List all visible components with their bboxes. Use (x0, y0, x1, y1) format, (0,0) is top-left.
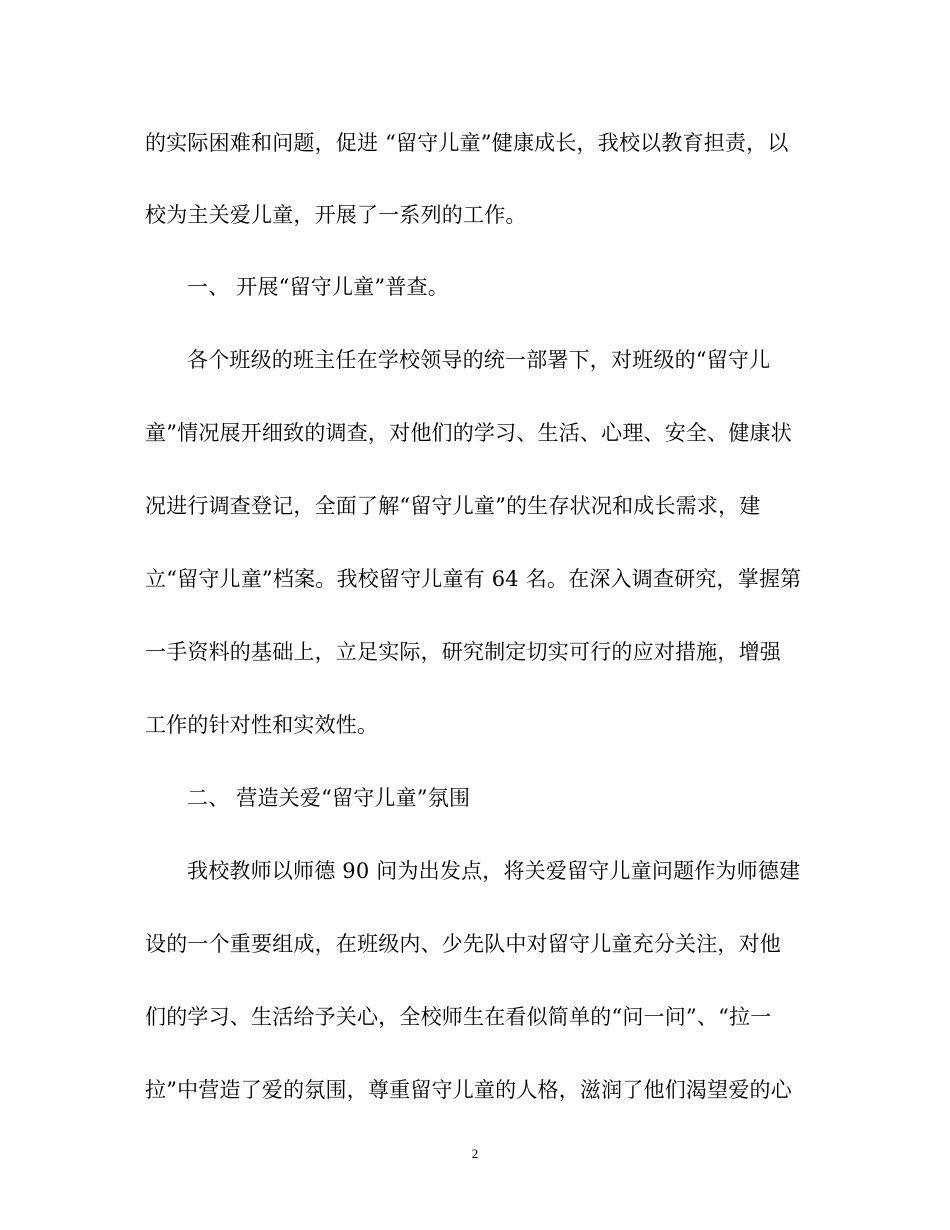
section-heading-1: 一、 开展“留守儿童”普查。 (187, 275, 449, 299)
text-line-7: 立“留守儿童”档案。我校留守儿童有 64 名。在深入调查研究，掌握第 (145, 567, 802, 591)
text-line-13: 们的学习、生活给予关心，全校师生在看似简单的“问一问”、“拉一 (145, 1005, 772, 1029)
text-line-9: 工作的针对性和实效性。 (145, 713, 379, 737)
text-line-11: 我校教师以师德 90 问为出发点，将关爱留守儿童问题作为师德建 (187, 859, 801, 883)
page-number: 2 (471, 1146, 479, 1161)
text-line-4: 各个班级的班主任在学校领导的统一部署下，对班级的“留守儿 (187, 348, 771, 372)
text-line-5: 童”情况展开细致的调查，对他们的学习、生活、心理、安全、健康状 (145, 421, 792, 445)
text-line-6: 况进行调查登记，全面了解“留守儿童”的生存状况和成长需求，建 (145, 494, 761, 518)
text-line-12: 设的一个重要组成，在班级内、少先队中对留守儿童充分关注，对他 (145, 932, 781, 956)
text-line-2: 校为主关爱儿童，开展了一系列的工作。 (145, 203, 527, 227)
section-heading-2: 二、 营造关爱“留守儿童”氛围 (187, 786, 471, 810)
text-line-14: 拉”中营造了爱的氛围，尊重留守儿童的人格，滋润了他们渴望爱的心 (145, 1078, 792, 1102)
text-line-8: 一手资料的基础上，立足实际，研究制定切实可行的应对措施，增强 (145, 640, 781, 664)
text-line-1: 的实际困难和问题，促进 “留守儿童”健康成长，我校以教育担责，以 (145, 131, 789, 155)
